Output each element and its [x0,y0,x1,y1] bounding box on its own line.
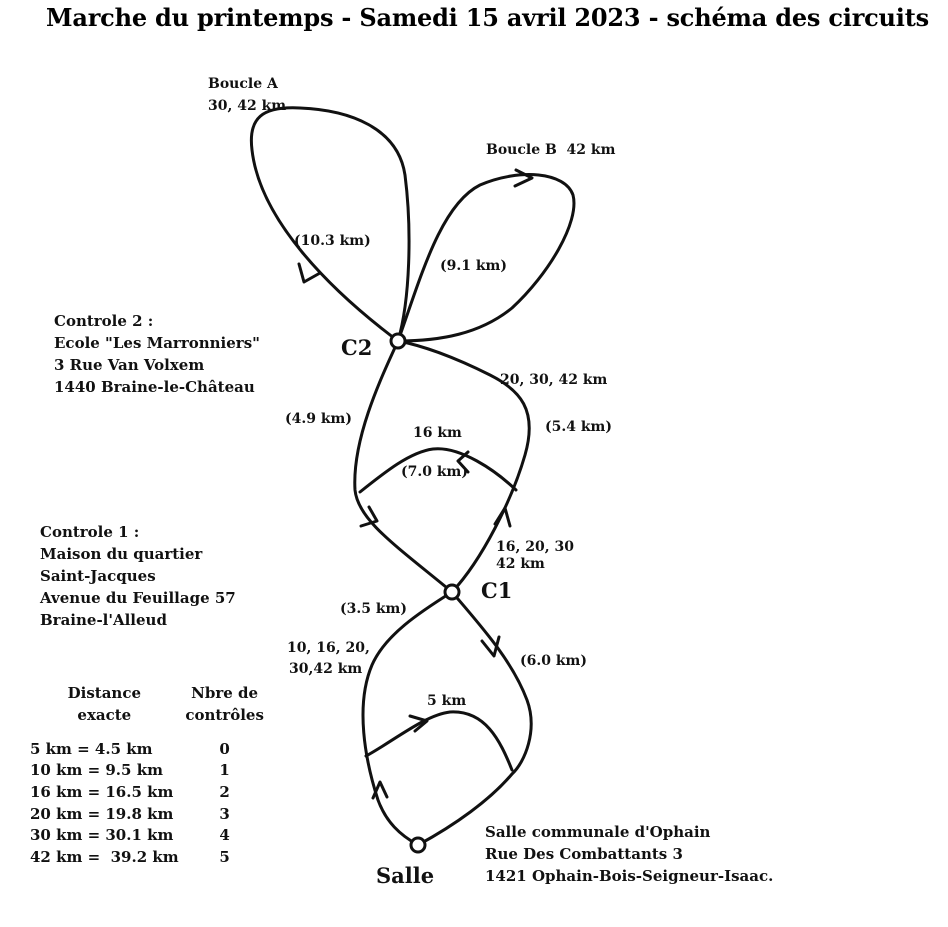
c2-left-distance: (4.9 km) [285,411,352,427]
legend-controls: 5 [219,847,230,866]
legend-distance: 30 km = 30.1 km [30,826,174,845]
legend-controls: 3 [219,804,230,823]
legend-row [30,760,265,782]
route-loop-a [251,108,409,341]
c2-right-distance: (5.4 km) [545,419,612,435]
checkpoint-c1 [445,585,459,599]
c1-right-distance: (6.0 km) [520,653,587,669]
mid-loop-name: 16 km [413,425,462,441]
legend-header-row [30,682,265,704]
loop-a-name: Boucle A [208,76,278,92]
legend-distance: 10 km = 9.5 km [30,761,163,780]
controle-2-line: 3 Rue Van Volxem [54,356,205,374]
legend-row [30,846,265,868]
controle-1-title: Controle 1 : [40,523,140,541]
node-salle-label: Salle [376,863,435,888]
legend-header-distance: Distance [67,684,141,702]
legend-header-controls: contrôles [185,706,264,724]
legend-header-controls: Nbre de [191,684,259,702]
arrow-c1-left [373,782,387,798]
legend-header-row [30,704,265,726]
distance-legend [30,682,265,868]
checkpoint-c2 [391,334,405,348]
route-low-loop [366,712,512,770]
c1-left-circuits-1: 10, 16, 20, [287,640,370,656]
controle-2-line: Ecole "Les Marronniers" [54,334,260,352]
controle-1-line: Maison du quartier [40,545,203,563]
loop-b-distance: (9.1 km) [440,258,507,274]
loop-b-label: Boucle B 42 km [486,142,616,158]
legend-controls: 4 [219,826,230,845]
controle-1-line: Saint-Jacques [40,567,156,585]
legend-controls: 2 [219,782,230,801]
page-title: Marche du printemps - Samedi 15 avril 2023 - schéma des circuits [46,3,929,32]
legend-controls: 0 [219,739,230,758]
mid-loop-distance: (7.0 km) [401,464,468,480]
legend-distance: 42 km = 39.2 km [30,847,179,866]
legend-controls: 1 [219,761,230,780]
legend-row [30,803,265,825]
controle-2-block [54,310,260,398]
controle-2-line: 1440 Braine-le-Château [54,378,255,396]
c1-left-circuits-2: 30,42 km [289,661,363,677]
c2-right-circuits: 20, 30, 42 km [500,372,608,388]
salle-address-block [485,821,773,887]
legend-row [30,824,265,846]
loop-a-distances: 30, 42 km [208,98,287,114]
salle-address-line: Salle communale d'Ophain [485,823,711,841]
legend-row [30,781,265,803]
controle-1-block [40,521,236,631]
arrow-loop-b [515,170,532,186]
loop-a-distance: (10.3 km) [294,233,371,249]
controle-1-line: Avenue du Feuillage 57 [40,589,236,607]
legend-header-distance: exacte [77,706,132,724]
controle-1-line: Braine-l'Alleud [40,611,167,629]
c1-up-circuits-2: 42 km [496,556,545,572]
route-c1-left [363,592,452,845]
c1-up-circuits-1: 16, 20, 30 [496,539,574,555]
legend-distance: 16 km = 16.5 km [30,782,174,801]
legend-distance: 5 km = 4.5 km [30,739,153,758]
low-loop-name: 5 km [427,693,467,709]
legend-row [30,738,265,760]
salle-address-line: Rue Des Combattants 3 [485,845,683,863]
controle-2-title: Controle 2 : [54,312,154,330]
node-c1-label: C1 [481,578,513,603]
legend-distance: 20 km = 19.8 km [30,804,174,823]
arrow-loop-a [299,264,320,282]
salle-address-line: 1421 Ophain-Bois-Seigneur-Isaac. [485,867,774,885]
checkpoint-salle [411,838,425,852]
node-c2-label: C2 [341,335,373,360]
c1-left-distance: (3.5 km) [340,601,407,617]
